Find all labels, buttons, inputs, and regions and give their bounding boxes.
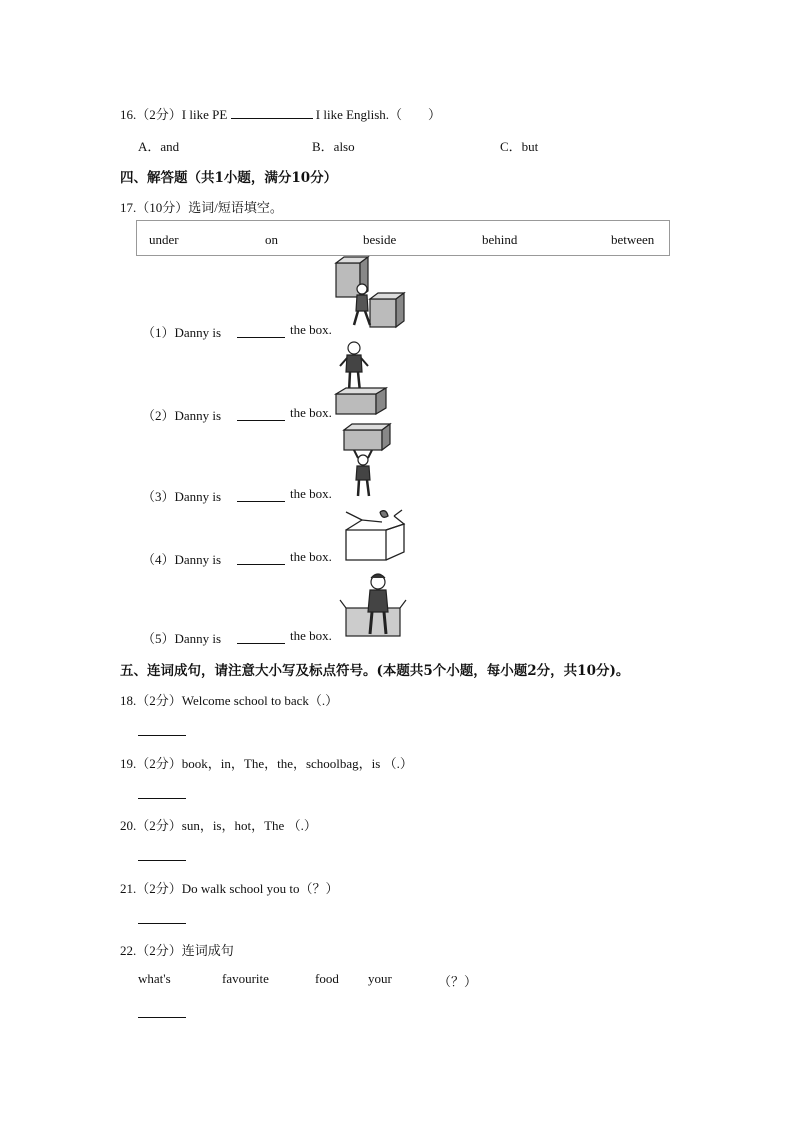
item-after: the box.	[290, 405, 332, 420]
question-number: 21.	[120, 881, 137, 896]
danny-in-box-picture	[342, 508, 410, 564]
word-bank	[136, 220, 670, 256]
fill-item-1	[142, 322, 221, 341]
answer-blank[interactable]	[231, 118, 313, 119]
question-text: book，in，The，the，schoolbag，is （.）	[181, 756, 413, 771]
question-20	[120, 815, 317, 834]
item-label: （3）Danny is	[142, 489, 222, 504]
word-item: food	[315, 971, 339, 986]
option-a[interactable]	[138, 136, 179, 155]
question-instruction: 选词/短语填空。	[188, 200, 283, 215]
answer-blank[interactable]	[237, 337, 285, 338]
question-number: 22.	[120, 943, 137, 958]
option-c[interactable]	[500, 136, 538, 155]
answer-blank[interactable]	[237, 420, 285, 421]
question-score: （2分）	[136, 943, 182, 958]
word-item: favourite	[222, 971, 269, 986]
word-item: （？）	[438, 974, 478, 989]
danny-under-box-picture	[340, 424, 396, 498]
item-label: （2）Danny is	[142, 408, 222, 423]
item-label: （4）Danny is	[142, 552, 222, 567]
word-item: what's	[138, 971, 171, 986]
option-letter: A．	[138, 139, 161, 154]
answer-blank[interactable]	[138, 735, 186, 736]
word-bank-item: between	[611, 232, 655, 247]
item-after: the box.	[290, 486, 332, 501]
answer-blank[interactable]	[138, 923, 186, 924]
question-instruction: 连词成句	[181, 943, 234, 958]
fill-item-4	[142, 549, 221, 568]
question-22	[120, 940, 234, 959]
question-text: sun，is，hot，The （.）	[181, 818, 317, 833]
question-17	[120, 197, 283, 216]
answer-blank[interactable]	[237, 564, 285, 565]
section-title: 四、解答题（共1小题，满分10分）	[120, 170, 338, 186]
word-bank-item: under	[149, 232, 179, 247]
danny-in-front-of-box-picture	[340, 572, 410, 642]
question-text: I like English.（ ）	[315, 107, 442, 122]
option-b[interactable]	[312, 136, 355, 155]
word-bank-item: on	[265, 232, 278, 247]
danny-on-box-picture	[334, 340, 394, 418]
option-letter: C．	[500, 139, 522, 154]
answer-blank[interactable]	[138, 860, 186, 861]
danny-between-boxes-picture	[330, 255, 410, 335]
option-text: also	[333, 139, 355, 154]
question-number: 17.	[120, 200, 137, 215]
word-item: your	[368, 971, 392, 986]
fill-item-5	[142, 628, 221, 647]
answer-blank[interactable]	[237, 501, 285, 502]
question-number: 16.	[120, 107, 137, 122]
question-text: I like PE	[181, 107, 228, 122]
answer-blank[interactable]	[138, 798, 186, 799]
fill-item-2	[142, 405, 221, 424]
question-score: （2分）	[136, 107, 182, 122]
question-number: 20.	[120, 818, 137, 833]
word-bank-item: beside	[363, 232, 397, 247]
question-score: （10分）	[136, 200, 189, 215]
item-after: the box.	[290, 549, 332, 564]
question-score: （2分）	[136, 693, 182, 708]
option-text: but	[521, 139, 539, 154]
item-label: （5）Danny is	[142, 631, 222, 646]
question-score: （2分）	[136, 756, 182, 771]
question-18	[120, 690, 338, 709]
question-19	[120, 753, 413, 772]
section-title: 五、连词成句，请注意大小写及标点符号。(本题共5个小题，每小题2分，共10分)。	[120, 663, 630, 679]
question-16	[120, 104, 441, 123]
item-label: （1）Danny is	[142, 325, 222, 340]
answer-blank[interactable]	[138, 1017, 186, 1018]
word-bank-item: behind	[482, 232, 518, 247]
answer-blank[interactable]	[237, 643, 285, 644]
question-text: Welcome school to back（.）	[181, 693, 339, 708]
item-after: the box.	[290, 322, 332, 337]
question-text: Do walk school you to（？）	[181, 881, 339, 896]
option-letter: B．	[312, 139, 334, 154]
question-score: （2分）	[136, 818, 182, 833]
option-text: and	[160, 139, 180, 154]
question-21	[120, 878, 338, 897]
question-score: （2分）	[136, 881, 182, 896]
question-number: 19.	[120, 756, 137, 771]
question-number: 18.	[120, 693, 137, 708]
item-after: the box.	[290, 628, 332, 643]
fill-item-3	[142, 486, 221, 505]
